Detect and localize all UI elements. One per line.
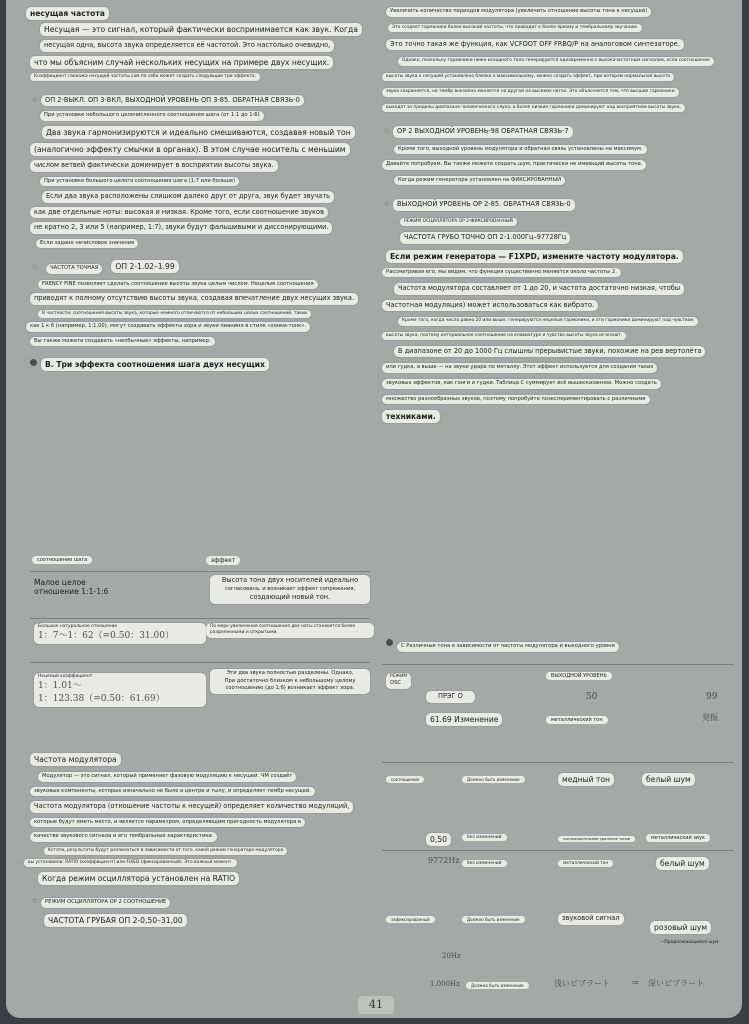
however-1: Однако, поскольку гармоники ниже исходного тона генерируются одновременно с высокочастотным сигналом, если соотношение	[398, 57, 714, 65]
modulator-section	[30, 752, 370, 928]
divider	[30, 618, 370, 619]
star-icon: ☆	[382, 125, 391, 135]
if-fixed-heading: Если режим генератора — F1XPD, измените частоту модулятора.	[386, 250, 683, 263]
mode-header-1: РЕЖИМ	[390, 674, 408, 679]
must-change-1: Должно быть изменение	[462, 776, 525, 783]
ratio-tag: соотношение	[386, 776, 424, 783]
table-b-row-3-label	[34, 673, 206, 707]
metallic-sound: металлический звук	[646, 834, 710, 842]
section-title-carrier: несущая частота	[26, 7, 109, 20]
however-4: выходят за пределы диапазона человеческого слуха, а более низкие гармоники доминируют над восприятием высоты звука.	[382, 104, 685, 112]
mod-freq-2: Частотная модуляция) может использоваться как вибрато.	[382, 300, 598, 312]
max-text: Кроме того, выходной уровень модулятора и обратная связь установлены на максимум.	[394, 145, 647, 155]
change-value: 61.69 Изменение	[426, 713, 502, 726]
op-settings-1: ОП 2-ВЫКЛ. ОП 3-ВКЛ, ВЫХОДНОЙ УРОВЕНЬ ОП 3-85. ОБРАТНАЯ СВЯЗЬ-0	[41, 95, 304, 107]
no-change-1: без изменений	[462, 834, 507, 841]
row-3-formula-1: 1：1.01〜	[38, 681, 82, 692]
consider-text: Рассматривая его, мы видим, что функция существенно меняется около частоты 2.	[382, 268, 621, 278]
white-noise: белый шум	[642, 773, 695, 786]
far-apart-line-3: не кратно 2, 3 или 5 (например, 1:7), звуки будут фальшивыми и диссонирующими.	[30, 222, 332, 234]
fine-tag: ЧАСТОТА ТОЧНАЯ	[46, 264, 102, 274]
copper-tone: медный тон	[558, 773, 614, 786]
level-99: 99	[706, 692, 718, 702]
divider	[382, 664, 734, 665]
bullet-icon	[30, 359, 37, 366]
row-1-effect-1: Высота тона двух носителей идеально	[221, 576, 359, 584]
must-change-2: Должно быть изменение	[462, 916, 525, 923]
star-icon: ☆	[30, 94, 39, 104]
row-3-tag: Нецелый коэффициент	[38, 674, 93, 679]
fine-value: ОП 2-1.02–1.99	[111, 260, 178, 273]
row-2-formula: 1：7〜1：62（=0.50：31.00）	[38, 631, 174, 642]
noninteger-heading: Если задано нечисловое значение	[36, 239, 138, 249]
far-apart-line-2: как две отдельные ноты: высокая и низкая. Кроме того, если соотношение звуков	[30, 207, 328, 219]
mod-text-3: Частота модулятора (отношение частоты к несущей) определяет количество модуляций,	[30, 801, 353, 813]
far-apart-line-1: Если два звука расположены слишком далеко друг от друга, звук будет звучать	[42, 191, 334, 203]
small-ratio-heading: При установке небольшого целочисленного соотношения шага (от 1:1 до 1:6)	[40, 111, 264, 121]
metallic-tone-2: металлический тон	[558, 860, 613, 867]
sound-signal: звуковой сигнал	[558, 913, 624, 925]
mode-value: ПРЭГ О	[426, 691, 475, 703]
table-b-row-2-label	[34, 623, 206, 644]
mod-text-4: которые будут иметь место, и является параметром, определяющим пригодность модулятора в	[30, 818, 305, 828]
note20-1: Кроме того, когда число равно 20 или выше, генерируются нецелые гармоники, и эти гармоники доминируют над чувством	[398, 317, 698, 325]
table-b-row-3-effect	[210, 669, 370, 694]
range-2: или гудка, а выше — на звуки удара по металлу. Этот эффект используется для создания таких	[382, 363, 657, 373]
metal-tone-tag: металлический тон	[546, 716, 608, 724]
row-1-effect-3: создающий новый тон.	[249, 593, 331, 602]
row-2-effect-2: разделенными и открытыми.	[210, 630, 278, 636]
must-change-3: Должно быть изменение	[466, 982, 529, 989]
two-sounds-line-2: (аналогично эффекту смычки в органах). В этом случае носитель с меньшим	[30, 143, 350, 156]
osc-fixed: РЕЖИМ ОСЦИЛЛЯТОРА ОР 2-ФИКСИРОВАННЫЙ	[400, 218, 517, 226]
row-3-effect-1: Эти два звука полностью разделены. Однако,	[226, 670, 354, 676]
row-1-effect-2: согласована, и возникает эффект сопряжения,	[224, 585, 356, 592]
left-column	[30, 6, 370, 372]
value-9772: 9772Hz	[428, 856, 460, 865]
row-3-formula-2: 1：123.38（=0.50：61.69）	[38, 694, 165, 705]
deep-vibrato: 深いビブラート	[648, 979, 704, 988]
pink-noise: розовый шум	[650, 921, 711, 934]
table-c-title: C Различные тона в зависимости от частоты модулятора и выходного уровня	[397, 642, 619, 652]
star-icon: ☆	[30, 896, 39, 906]
results-2: вы установили: RATIO (коэффициент) или FIXED (фиксированный). Это важный момент.	[24, 859, 237, 867]
table-b-row-1-effect	[210, 575, 370, 604]
star-icon: ☆	[382, 199, 391, 209]
harmonics-text: Это создает гармоники более высокой частоты, что приводит к более яркому и тембральному звучанию.	[388, 24, 642, 32]
table-b-row-1-label	[34, 578, 108, 596]
out-level: ВЫХОДНОЙ УРОВЕНЬ ОР 2-85. ОБРАТНАЯ СВЯЗЬ-0	[393, 199, 575, 211]
try-text: Давайте попробуем. Вы также можете создать шум, практически не имеющий высоты тона.	[382, 160, 646, 170]
shallow-vibrato: 浅いビブラート	[554, 979, 610, 988]
however-2: высоты звука к несущей установлено близко к максимальному, можно создать эффект, при котором нормальная высота	[382, 73, 674, 81]
white-noise-2: белый шум	[656, 857, 709, 870]
two-sounds-line-3: числом ветвей фактически доминирует в восприятии высоты звука.	[30, 160, 278, 172]
mod-text-1: Модулятор — это сигнал, который применяет фазовую модуляцию к несущей. ЧМ создаёт	[38, 772, 296, 782]
row-1-label-line-1: Малое целое	[34, 578, 86, 587]
mod-text-5: качестве звукового сигнала и его тембральные характеристики.	[30, 832, 217, 842]
arrow-icon: ⇒	[632, 978, 639, 987]
no-change-2: без изменений	[462, 860, 507, 867]
divider	[30, 571, 370, 572]
two-sounds-line-1: Два звука гармонизируются и идеально смешиваются, создавая новый тон	[42, 126, 355, 139]
table-c-out-header: ВЫХОДНОЙ УРОВЕНЬ	[546, 672, 612, 680]
note20-2: высоты звука, поэтому интервальное соотношение на клавиатуре и чувство высоты звука исчезают.	[382, 332, 626, 340]
coarse-ratio: ЧАСТОТА ГРУБАЯ ОП 2-0,50–31,00	[44, 914, 187, 927]
table-b-title: B. Три эффекта соотношения шага двух несущих	[41, 358, 269, 371]
range-5: техниками.	[382, 410, 440, 423]
range-4: множество разнообразных звуков, поэтому попробуйте поэкспериментировать с различными	[382, 395, 650, 405]
hatsuon-label: 発振	[702, 713, 718, 722]
however-3: звука сохраняется, но тембр внезапно меняется на другой на высоких нотах. Это объясняется тем, что высшие гармоники	[382, 88, 679, 96]
row-2-effect-1: По мере увеличения соотношения две ноты становятся более	[210, 624, 356, 629]
range-1: В диапазоне от 20 до 1000 Гц слышны прерывистые звуки, похожие на рев вертолёта	[394, 346, 705, 358]
mod-freq-1: Частота модулятора составляет от 1 до 20, и частота достаточно низкая, чтобы	[394, 283, 684, 295]
range-3: звуковых эффектов, как гонги и гудки. Таблица C суммирует всё вышесказанное. Можно создать	[382, 379, 661, 389]
divider	[382, 850, 734, 851]
particular-1: В частности, соотношения высоты звука, которые немного отличаются от небольших целых соотношений, таких	[38, 310, 311, 318]
row-3-effect-2: При достаточно близком к небольшому целому	[224, 677, 356, 684]
ratio-mode-heading: Когда режим осциллятора установлен на RATIO	[38, 872, 239, 885]
vcfoot-text: Это точно такая же функция, как VCFOOT OFF FRBQ/P на аналоговом синтезаторе.	[386, 39, 684, 51]
star-icon: ☆	[30, 262, 39, 272]
table-b-col2-header: эффект	[206, 556, 240, 565]
ratio-op: РЕЖИМ ОСЦИЛЛЯТОРА ОР 2 СООТНОШЕНИЕ	[41, 898, 170, 908]
divider	[30, 662, 370, 663]
value-20hz: 20Hz	[442, 952, 461, 960]
fine-text-2: приводят к полному отсутствию высоты звука, создавая впечатление двух несущих звука.	[30, 293, 358, 305]
table-b-row-2-effect	[206, 623, 374, 638]
unusual-text: Вы также можете создавать «необычные» эффекты, например:	[30, 337, 215, 347]
large-ratio-heading: При установке большого целого соотношения шага (1:7 или больше)	[40, 177, 239, 187]
value-050: 0,50	[426, 833, 451, 846]
increase-text: Увеличить количество периодов модулятора (увеличить отношение высоты тона к несущей)	[386, 7, 651, 17]
op2-output: ОР 2 ВЫХОДНОЙ УРОВЕНЬ-98 ОБРАТНАЯ СВЯЗЬ-7	[393, 126, 573, 138]
fixed-tag: зафиксированный	[386, 916, 435, 923]
table-c-mode-header	[386, 673, 411, 689]
right-column	[382, 6, 734, 424]
intro-line-3: что мы объясним случай нескольких несущих на примере двух несущих.	[30, 56, 333, 69]
mode-header-2: OSC	[390, 680, 401, 687]
continuing-noise: —Продолжающийся шум	[660, 940, 719, 945]
intro-line-2: несущая одна, высота звука определяется её частотой. Это настолько очевидно,	[40, 40, 334, 52]
row-3-effect-3: соотношению (до 1:6) возникает эффект хора.	[225, 685, 355, 692]
fine-text-1: FRENCY FINE позволяет сделать соотношение высоты звука целым числом. Нецелые соотношения	[38, 280, 318, 290]
bullet-icon	[386, 639, 393, 646]
results-1: Кстати, результаты будут различаться в зависимости от того, какой режим генератора модулятора	[44, 847, 287, 855]
section-title-modulator: Частота модулятора	[30, 753, 121, 766]
particular-2: как 1 к 6 (например, 1:1,00), могут создавать эффекты хора и звуки пианино в стиле «хонки-тонк».	[26, 322, 310, 332]
intro-line-1: Несущая — это сигнал, который фактически воспринимается как звук. Когда	[40, 23, 362, 36]
coarse-exact: ЧАСТОТА ГРУБО ТОЧНО ОП 2-1.000Гц–97728Гц	[400, 232, 570, 244]
mod-text-2: звуковые компоненты, которых изначально не было в центре и тылу, и определяет тембр несущей.	[30, 787, 315, 797]
book-page	[6, 0, 742, 1018]
row-1-label-line-2: отношение 1:1-1:6	[34, 587, 109, 596]
divider	[382, 762, 734, 763]
table-b-col1-header: соотношение шага	[32, 556, 92, 564]
coef-note: Коэффициент гаекажа несущей частоты сам по себе может создать следующие три эффекта:	[30, 73, 260, 81]
page-number: 41	[358, 996, 394, 1014]
level-50: 50	[586, 692, 598, 702]
row-2-tag: Большое натуральное отношение	[38, 624, 118, 629]
pitch-distort: последовательное удаление тонов	[558, 836, 635, 842]
fixed-mode-heading: Когда режим генератора установлен на ФИКСИРОВАННЫЙ	[394, 176, 565, 186]
value-1000hz: 1.000Hz	[430, 980, 460, 988]
